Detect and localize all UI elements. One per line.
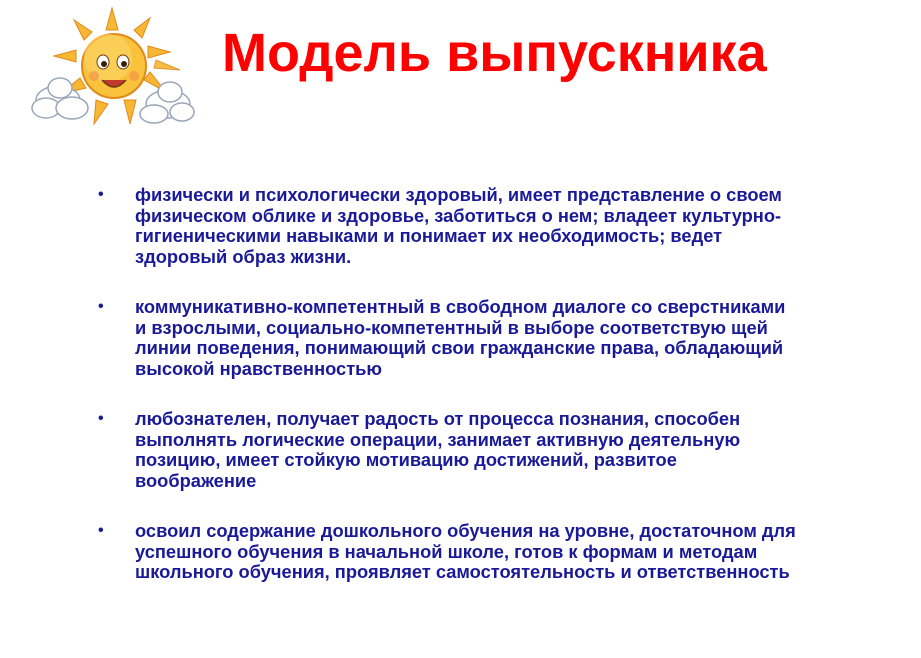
list-item-line: гигиеническими навыками и понимает их необходимость; ведет — [135, 225, 723, 246]
list-item-line: успешного обучения в начальной школе, готов к формам и методам — [135, 540, 758, 562]
list-item — [95, 521, 910, 583]
bullet-list — [95, 185, 910, 583]
list-item-line: освоил содержание дошкольного обучения на уровне, достаточном для — [135, 520, 796, 541]
list-item-line: физически и психологически здоровый, имеет представление о своем — [135, 184, 782, 205]
slide-title: Модель выпускника — [222, 23, 767, 83]
list-item-line: любознателен, получает радость от процесса познания, способен — [135, 408, 741, 429]
list-item-line: позицию, имеет стойкую мотивацию достижений, развитое — [135, 449, 677, 470]
list-item-line: высокой нравственностью — [135, 357, 383, 379]
list-item-line: здоровый образ жизни. — [135, 245, 352, 267]
list-item-line: линии поведения, понимающий свои гражданские права, обладающий — [135, 337, 784, 358]
cloud-right — [140, 82, 194, 123]
list-item — [95, 409, 910, 491]
list-item-line: школьного обучения, проявляет самостоятельность и ответственность — [135, 561, 790, 582]
list-item — [95, 297, 910, 379]
bullet-marker: • — [98, 410, 104, 427]
list-item-line: и взрослыми, социально-компетентный в выборе соответствую щей — [135, 316, 768, 338]
list-item-line: коммуникативно-компетентный в свободном диалоге со сверстниками — [135, 296, 786, 317]
sun-illustration — [30, 0, 195, 130]
list-item — [95, 185, 910, 267]
bullet-marker: • — [98, 522, 104, 539]
bullet-marker: • — [98, 298, 104, 315]
list-item-line: физическом облике и здоровье, заботиться о нем; владеет культурно- — [135, 204, 782, 226]
bullet-marker: • — [98, 186, 104, 203]
list-item-line: выполнять логические операции, занимает активную деятельную — [135, 428, 741, 450]
list-item-line: воображение — [135, 469, 257, 491]
